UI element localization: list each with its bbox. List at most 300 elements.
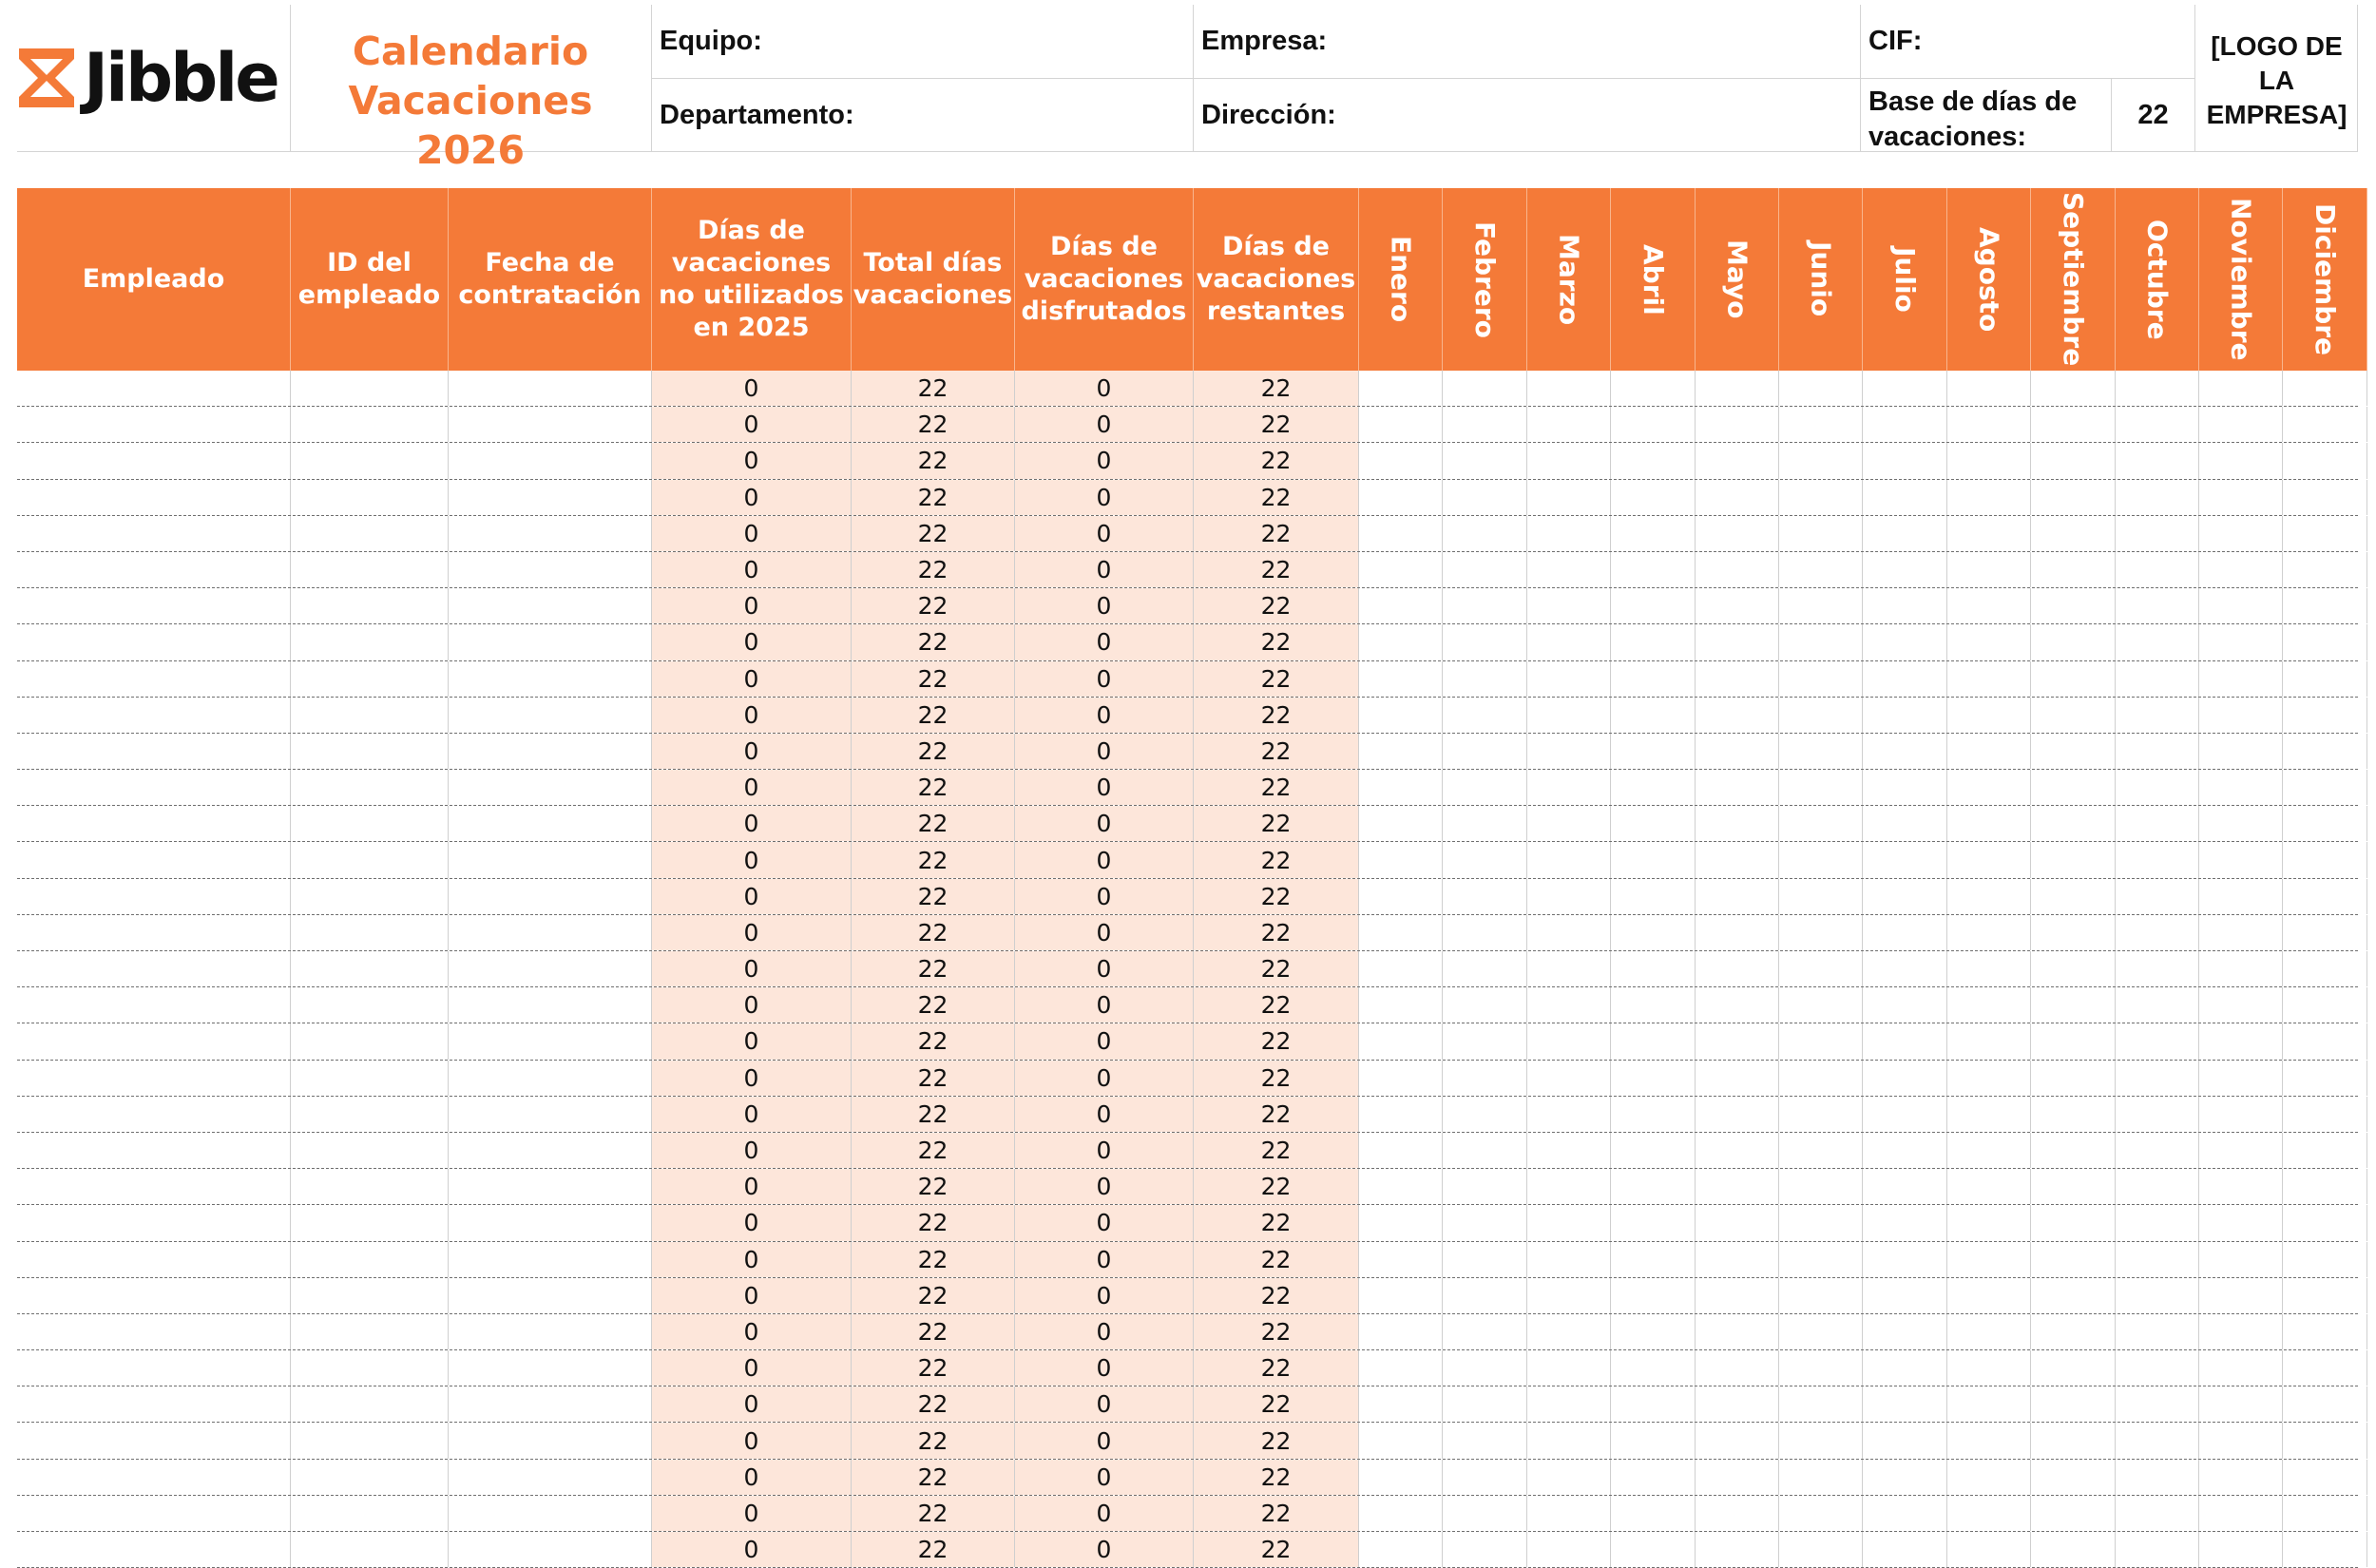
cell-month[interactable] [1611, 624, 1695, 660]
cell-month[interactable] [1696, 951, 1779, 986]
cell-month[interactable] [1443, 842, 1526, 877]
cell-month[interactable] [1527, 1169, 1611, 1204]
cell-month[interactable] [1696, 1496, 1779, 1531]
cell-month[interactable] [2283, 1023, 2366, 1059]
cell-month[interactable] [2031, 371, 2115, 406]
cell-month[interactable] [1359, 1278, 1443, 1313]
cell-month[interactable] [1443, 987, 1526, 1023]
cell-total[interactable]: 22 [852, 371, 1015, 406]
cell-month[interactable] [2283, 443, 2366, 478]
cell-month[interactable] [2031, 1242, 2115, 1277]
cell-month[interactable] [2199, 1496, 2283, 1531]
direccion-cell[interactable] [1194, 79, 1861, 152]
cell-month[interactable] [1696, 516, 1779, 551]
cell-month[interactable] [2283, 1205, 2366, 1240]
cell-month[interactable] [2031, 588, 2115, 623]
cell-restantes[interactable]: 22 [1194, 698, 1359, 733]
cell-month[interactable] [2031, 1386, 2115, 1422]
cell-month[interactable] [1611, 806, 1695, 841]
cell-month[interactable] [1863, 552, 1946, 587]
cell-month[interactable] [1696, 987, 1779, 1023]
cell-restantes[interactable]: 22 [1194, 516, 1359, 551]
cell-month[interactable] [1359, 661, 1443, 697]
cell-month[interactable] [2116, 1423, 2199, 1458]
cell-total[interactable]: 22 [852, 987, 1015, 1023]
cell-restantes[interactable]: 22 [1194, 1460, 1359, 1495]
cell-month[interactable] [1359, 987, 1443, 1023]
cell-id[interactable] [291, 443, 449, 478]
cell-month[interactable] [1863, 1314, 1946, 1349]
cell-month[interactable] [2116, 951, 2199, 986]
cell-restantes[interactable]: 22 [1194, 1496, 1359, 1531]
cell-total[interactable]: 22 [852, 1278, 1015, 1313]
cell-month[interactable] [1527, 1242, 1611, 1277]
cell-no-utilizados[interactable]: 0 [652, 1169, 852, 1204]
cell-disfrutados[interactable]: 0 [1015, 1386, 1194, 1422]
cell-disfrutados[interactable]: 0 [1015, 516, 1194, 551]
cell-month[interactable] [1863, 951, 1946, 986]
cell-restantes[interactable]: 22 [1194, 842, 1359, 877]
cell-month[interactable] [1947, 1532, 2031, 1567]
cell-fecha[interactable] [449, 698, 652, 733]
cell-month[interactable] [1779, 552, 1863, 587]
cell-no-utilizados[interactable]: 0 [652, 371, 852, 406]
cell-month[interactable] [2031, 661, 2115, 697]
cell-disfrutados[interactable]: 0 [1015, 1133, 1194, 1168]
cell-month[interactable] [2199, 588, 2283, 623]
cell-month[interactable] [2283, 588, 2366, 623]
cell-restantes[interactable]: 22 [1194, 1242, 1359, 1277]
cell-month[interactable] [2116, 1314, 2199, 1349]
cell-month[interactable] [1779, 516, 1863, 551]
cell-month[interactable] [1611, 1532, 1695, 1567]
cell-month[interactable] [2199, 1205, 2283, 1240]
cell-no-utilizados[interactable]: 0 [652, 1496, 852, 1531]
cell-total[interactable]: 22 [852, 407, 1015, 442]
cell-id[interactable] [291, 371, 449, 406]
cell-month[interactable] [1443, 770, 1526, 805]
cell-empleado[interactable] [17, 661, 291, 697]
company-logo-cell[interactable] [2195, 5, 2358, 152]
cell-month[interactable] [1863, 1350, 1946, 1386]
cell-month[interactable] [2116, 1350, 2199, 1386]
cell-month[interactable] [1947, 407, 2031, 442]
cell-empleado[interactable] [17, 1496, 291, 1531]
cell-month[interactable] [1947, 588, 2031, 623]
cell-month[interactable] [1947, 1023, 2031, 1059]
cell-month[interactable] [2031, 1061, 2115, 1096]
cell-id[interactable] [291, 1532, 449, 1567]
cell-month[interactable] [2199, 915, 2283, 950]
cell-month[interactable] [1863, 516, 1946, 551]
cell-month[interactable] [1863, 698, 1946, 733]
cell-month[interactable] [1611, 1133, 1695, 1168]
cell-month[interactable] [1696, 698, 1779, 733]
cell-month[interactable] [1947, 1460, 2031, 1495]
cell-fecha[interactable] [449, 1350, 652, 1386]
cell-month[interactable] [1443, 698, 1526, 733]
cell-id[interactable] [291, 588, 449, 623]
cell-month[interactable] [1359, 1061, 1443, 1096]
cell-disfrutados[interactable]: 0 [1015, 1242, 1194, 1277]
cell-total[interactable]: 22 [852, 552, 1015, 587]
cell-month[interactable] [1359, 552, 1443, 587]
cell-month[interactable] [1443, 552, 1526, 587]
cell-total[interactable]: 22 [852, 1386, 1015, 1422]
cell-month[interactable] [2283, 480, 2366, 515]
cell-id[interactable] [291, 879, 449, 914]
cell-restantes[interactable]: 22 [1194, 371, 1359, 406]
cell-month[interactable] [1443, 1496, 1526, 1531]
cell-month[interactable] [1779, 1386, 1863, 1422]
cell-no-utilizados[interactable]: 0 [652, 1133, 852, 1168]
cell-month[interactable] [1863, 987, 1946, 1023]
cell-id[interactable] [291, 1205, 449, 1240]
cell-month[interactable] [1443, 661, 1526, 697]
cell-month[interactable] [1863, 1097, 1946, 1132]
cell-month[interactable] [1527, 698, 1611, 733]
cell-id[interactable] [291, 770, 449, 805]
cell-disfrutados[interactable]: 0 [1015, 1097, 1194, 1132]
cell-month[interactable] [2116, 624, 2199, 660]
cell-month[interactable] [1696, 1097, 1779, 1132]
cell-month[interactable] [2283, 1278, 2366, 1313]
cell-month[interactable] [1359, 1386, 1443, 1422]
cell-month[interactable] [1359, 1169, 1443, 1204]
cell-id[interactable] [291, 1097, 449, 1132]
cell-month[interactable] [1611, 1350, 1695, 1386]
cell-fecha[interactable] [449, 1314, 652, 1349]
cell-month[interactable] [2283, 1242, 2366, 1277]
cell-month[interactable] [1947, 371, 2031, 406]
cell-month[interactable] [1696, 588, 1779, 623]
cell-month[interactable] [1863, 770, 1946, 805]
cell-month[interactable] [1359, 1350, 1443, 1386]
cell-month[interactable] [1779, 951, 1863, 986]
cell-month[interactable] [1779, 1350, 1863, 1386]
cell-month[interactable] [1527, 1314, 1611, 1349]
cell-month[interactable] [1863, 480, 1946, 515]
cell-restantes[interactable]: 22 [1194, 806, 1359, 841]
cell-month[interactable] [1611, 1423, 1695, 1458]
cell-month[interactable] [1863, 842, 1946, 877]
cell-month[interactable] [2199, 1314, 2283, 1349]
cell-month[interactable] [1779, 1242, 1863, 1277]
cell-month[interactable] [1527, 588, 1611, 623]
cell-month[interactable] [1947, 1278, 2031, 1313]
cell-month[interactable] [1779, 1423, 1863, 1458]
cell-fecha[interactable] [449, 624, 652, 660]
cell-disfrutados[interactable]: 0 [1015, 1061, 1194, 1096]
cell-empleado[interactable] [17, 915, 291, 950]
cell-disfrutados[interactable]: 0 [1015, 806, 1194, 841]
cell-month[interactable] [1947, 1133, 2031, 1168]
cell-id[interactable] [291, 987, 449, 1023]
cell-month[interactable] [2199, 516, 2283, 551]
cell-no-utilizados[interactable]: 0 [652, 624, 852, 660]
cell-month[interactable] [1443, 1133, 1526, 1168]
cell-month[interactable] [1611, 1097, 1695, 1132]
cell-fecha[interactable] [449, 1423, 652, 1458]
cell-month[interactable] [2116, 588, 2199, 623]
cell-month[interactable] [1611, 770, 1695, 805]
cell-month[interactable] [1947, 915, 2031, 950]
cell-month[interactable] [1947, 842, 2031, 877]
cell-month[interactable] [1359, 516, 1443, 551]
cell-no-utilizados[interactable]: 0 [652, 1532, 852, 1567]
cell-month[interactable] [2116, 552, 2199, 587]
cell-month[interactable] [1359, 1097, 1443, 1132]
cell-month[interactable] [2116, 806, 2199, 841]
cell-fecha[interactable] [449, 371, 652, 406]
cif-cell[interactable] [1861, 5, 2195, 79]
cell-month[interactable] [1527, 1061, 1611, 1096]
cell-fecha[interactable] [449, 661, 652, 697]
cell-month[interactable] [2116, 987, 2199, 1023]
cell-month[interactable] [1863, 624, 1946, 660]
cell-month[interactable] [2199, 951, 2283, 986]
cell-disfrutados[interactable]: 0 [1015, 624, 1194, 660]
cell-month[interactable] [2031, 443, 2115, 478]
cell-month[interactable] [1611, 987, 1695, 1023]
cell-month[interactable] [1863, 1133, 1946, 1168]
cell-fecha[interactable] [449, 1023, 652, 1059]
cell-month[interactable] [1696, 1532, 1779, 1567]
cell-fecha[interactable] [449, 1460, 652, 1495]
cell-month[interactable] [2116, 407, 2199, 442]
cell-month[interactable] [1359, 371, 1443, 406]
cell-month[interactable] [1611, 915, 1695, 950]
cell-month[interactable] [1611, 1169, 1695, 1204]
cell-month[interactable] [2031, 552, 2115, 587]
cell-month[interactable] [1443, 1460, 1526, 1495]
cell-month[interactable] [2031, 1532, 2115, 1567]
cell-month[interactable] [2116, 1242, 2199, 1277]
cell-month[interactable] [1527, 1496, 1611, 1531]
cell-month[interactable] [1443, 951, 1526, 986]
cell-disfrutados[interactable]: 0 [1015, 698, 1194, 733]
cell-empleado[interactable] [17, 552, 291, 587]
cell-month[interactable] [1359, 624, 1443, 660]
cell-month[interactable] [1696, 1460, 1779, 1495]
cell-month[interactable] [2031, 1314, 2115, 1349]
cell-empleado[interactable] [17, 1061, 291, 1096]
cell-restantes[interactable]: 22 [1194, 1061, 1359, 1096]
cell-empleado[interactable] [17, 879, 291, 914]
cell-no-utilizados[interactable]: 0 [652, 806, 852, 841]
cell-id[interactable] [291, 1169, 449, 1204]
cell-month[interactable] [1863, 879, 1946, 914]
cell-month[interactable] [2283, 1169, 2366, 1204]
cell-month[interactable] [2031, 1205, 2115, 1240]
cell-disfrutados[interactable]: 0 [1015, 1350, 1194, 1386]
cell-month[interactable] [1359, 1023, 1443, 1059]
cell-total[interactable]: 22 [852, 915, 1015, 950]
cell-restantes[interactable]: 22 [1194, 661, 1359, 697]
cell-month[interactable] [1947, 1169, 2031, 1204]
cell-month[interactable] [1947, 624, 2031, 660]
cell-fecha[interactable] [449, 480, 652, 515]
cell-month[interactable] [2283, 661, 2366, 697]
cell-month[interactable] [2031, 1350, 2115, 1386]
cell-month[interactable] [2199, 1133, 2283, 1168]
cell-month[interactable] [1696, 624, 1779, 660]
cell-disfrutados[interactable]: 0 [1015, 371, 1194, 406]
cell-month[interactable] [1779, 987, 1863, 1023]
cell-month[interactable] [2116, 1133, 2199, 1168]
cell-id[interactable] [291, 1133, 449, 1168]
cell-month[interactable] [1359, 915, 1443, 950]
cell-month[interactable] [1611, 842, 1695, 877]
cell-month[interactable] [1611, 951, 1695, 986]
cell-month[interactable] [1779, 407, 1863, 442]
cell-month[interactable] [1443, 371, 1526, 406]
cell-month[interactable] [2199, 1278, 2283, 1313]
cell-restantes[interactable]: 22 [1194, 1205, 1359, 1240]
cell-month[interactable] [2116, 443, 2199, 478]
cell-id[interactable] [291, 1496, 449, 1531]
cell-disfrutados[interactable]: 0 [1015, 987, 1194, 1023]
cell-month[interactable] [1863, 1061, 1946, 1096]
cell-empleado[interactable] [17, 371, 291, 406]
cell-disfrutados[interactable]: 0 [1015, 480, 1194, 515]
cell-empleado[interactable] [17, 1023, 291, 1059]
cell-total[interactable]: 22 [852, 1242, 1015, 1277]
cell-month[interactable] [1863, 1278, 1946, 1313]
cell-month[interactable] [2199, 1242, 2283, 1277]
cell-month[interactable] [2199, 371, 2283, 406]
cell-month[interactable] [2116, 371, 2199, 406]
cell-fecha[interactable] [449, 552, 652, 587]
cell-month[interactable] [1443, 1169, 1526, 1204]
cell-disfrutados[interactable]: 0 [1015, 1023, 1194, 1059]
cell-empleado[interactable] [17, 806, 291, 841]
cell-fecha[interactable] [449, 443, 652, 478]
cell-total[interactable]: 22 [852, 1314, 1015, 1349]
cell-disfrutados[interactable]: 0 [1015, 552, 1194, 587]
cell-month[interactable] [1359, 879, 1443, 914]
cell-fecha[interactable] [449, 915, 652, 950]
cell-month[interactable] [1611, 1460, 1695, 1495]
cell-month[interactable] [1527, 770, 1611, 805]
cell-month[interactable] [2283, 1532, 2366, 1567]
cell-no-utilizados[interactable]: 0 [652, 443, 852, 478]
cell-month[interactable] [1611, 516, 1695, 551]
cell-restantes[interactable]: 22 [1194, 879, 1359, 914]
cell-month[interactable] [2031, 951, 2115, 986]
cell-month[interactable] [2116, 1278, 2199, 1313]
cell-month[interactable] [2116, 516, 2199, 551]
cell-month[interactable] [1696, 770, 1779, 805]
cell-no-utilizados[interactable]: 0 [652, 842, 852, 877]
cell-month[interactable] [2283, 1350, 2366, 1386]
cell-month[interactable] [1443, 1386, 1526, 1422]
cell-restantes[interactable]: 22 [1194, 407, 1359, 442]
cell-month[interactable] [2283, 407, 2366, 442]
cell-id[interactable] [291, 552, 449, 587]
cell-month[interactable] [1947, 1097, 2031, 1132]
cell-month[interactable] [1947, 770, 2031, 805]
cell-id[interactable] [291, 624, 449, 660]
cell-month[interactable] [1443, 1023, 1526, 1059]
cell-disfrutados[interactable]: 0 [1015, 1423, 1194, 1458]
cell-month[interactable] [2031, 842, 2115, 877]
cell-month[interactable] [1443, 1061, 1526, 1096]
cell-restantes[interactable]: 22 [1194, 1133, 1359, 1168]
cell-no-utilizados[interactable]: 0 [652, 1423, 852, 1458]
cell-month[interactable] [1696, 552, 1779, 587]
cell-month[interactable] [2116, 698, 2199, 733]
cell-fecha[interactable] [449, 1496, 652, 1531]
cell-id[interactable] [291, 1061, 449, 1096]
cell-month[interactable] [1779, 1278, 1863, 1313]
cell-fecha[interactable] [449, 1061, 652, 1096]
cell-id[interactable] [291, 407, 449, 442]
cell-disfrutados[interactable]: 0 [1015, 1278, 1194, 1313]
cell-month[interactable] [1359, 698, 1443, 733]
cell-month[interactable] [2199, 879, 2283, 914]
cell-month[interactable] [2283, 915, 2366, 950]
cell-empleado[interactable] [17, 1460, 291, 1495]
cell-month[interactable] [1779, 1496, 1863, 1531]
cell-month[interactable] [1863, 734, 1946, 769]
cell-month[interactable] [2031, 1133, 2115, 1168]
cell-total[interactable]: 22 [852, 698, 1015, 733]
cell-month[interactable] [1359, 770, 1443, 805]
cell-empleado[interactable] [17, 1314, 291, 1349]
cell-no-utilizados[interactable]: 0 [652, 480, 852, 515]
cell-month[interactable] [1611, 407, 1695, 442]
cell-month[interactable] [1527, 734, 1611, 769]
cell-restantes[interactable]: 22 [1194, 624, 1359, 660]
cell-empleado[interactable] [17, 588, 291, 623]
cell-month[interactable] [1359, 1133, 1443, 1168]
cell-month[interactable] [1779, 1532, 1863, 1567]
cell-month[interactable] [2116, 1532, 2199, 1567]
cell-month[interactable] [1863, 1205, 1946, 1240]
cell-fecha[interactable] [449, 1205, 652, 1240]
cell-month[interactable] [1947, 806, 2031, 841]
cell-fecha[interactable] [449, 1386, 652, 1422]
cell-empleado[interactable] [17, 1097, 291, 1132]
cell-month[interactable] [2283, 1460, 2366, 1495]
cell-month[interactable] [1611, 588, 1695, 623]
cell-month[interactable] [1779, 443, 1863, 478]
cell-month[interactable] [2031, 770, 2115, 805]
cell-month[interactable] [1443, 407, 1526, 442]
cell-month[interactable] [2199, 734, 2283, 769]
cell-month[interactable] [1527, 624, 1611, 660]
cell-no-utilizados[interactable]: 0 [652, 1278, 852, 1313]
cell-month[interactable] [2283, 624, 2366, 660]
cell-month[interactable] [1863, 1386, 1946, 1422]
cell-disfrutados[interactable]: 0 [1015, 770, 1194, 805]
cell-month[interactable] [1696, 661, 1779, 697]
cell-disfrutados[interactable]: 0 [1015, 879, 1194, 914]
cell-month[interactable] [2283, 806, 2366, 841]
cell-id[interactable] [291, 734, 449, 769]
cell-month[interactable] [1779, 661, 1863, 697]
cell-month[interactable] [1863, 1496, 1946, 1531]
cell-month[interactable] [1443, 1423, 1526, 1458]
cell-month[interactable] [2116, 661, 2199, 697]
cell-restantes[interactable]: 22 [1194, 1314, 1359, 1349]
cell-month[interactable] [1863, 1460, 1946, 1495]
cell-month[interactable] [1696, 371, 1779, 406]
cell-month[interactable] [2031, 879, 2115, 914]
cell-month[interactable] [1947, 480, 2031, 515]
cell-month[interactable] [1696, 842, 1779, 877]
